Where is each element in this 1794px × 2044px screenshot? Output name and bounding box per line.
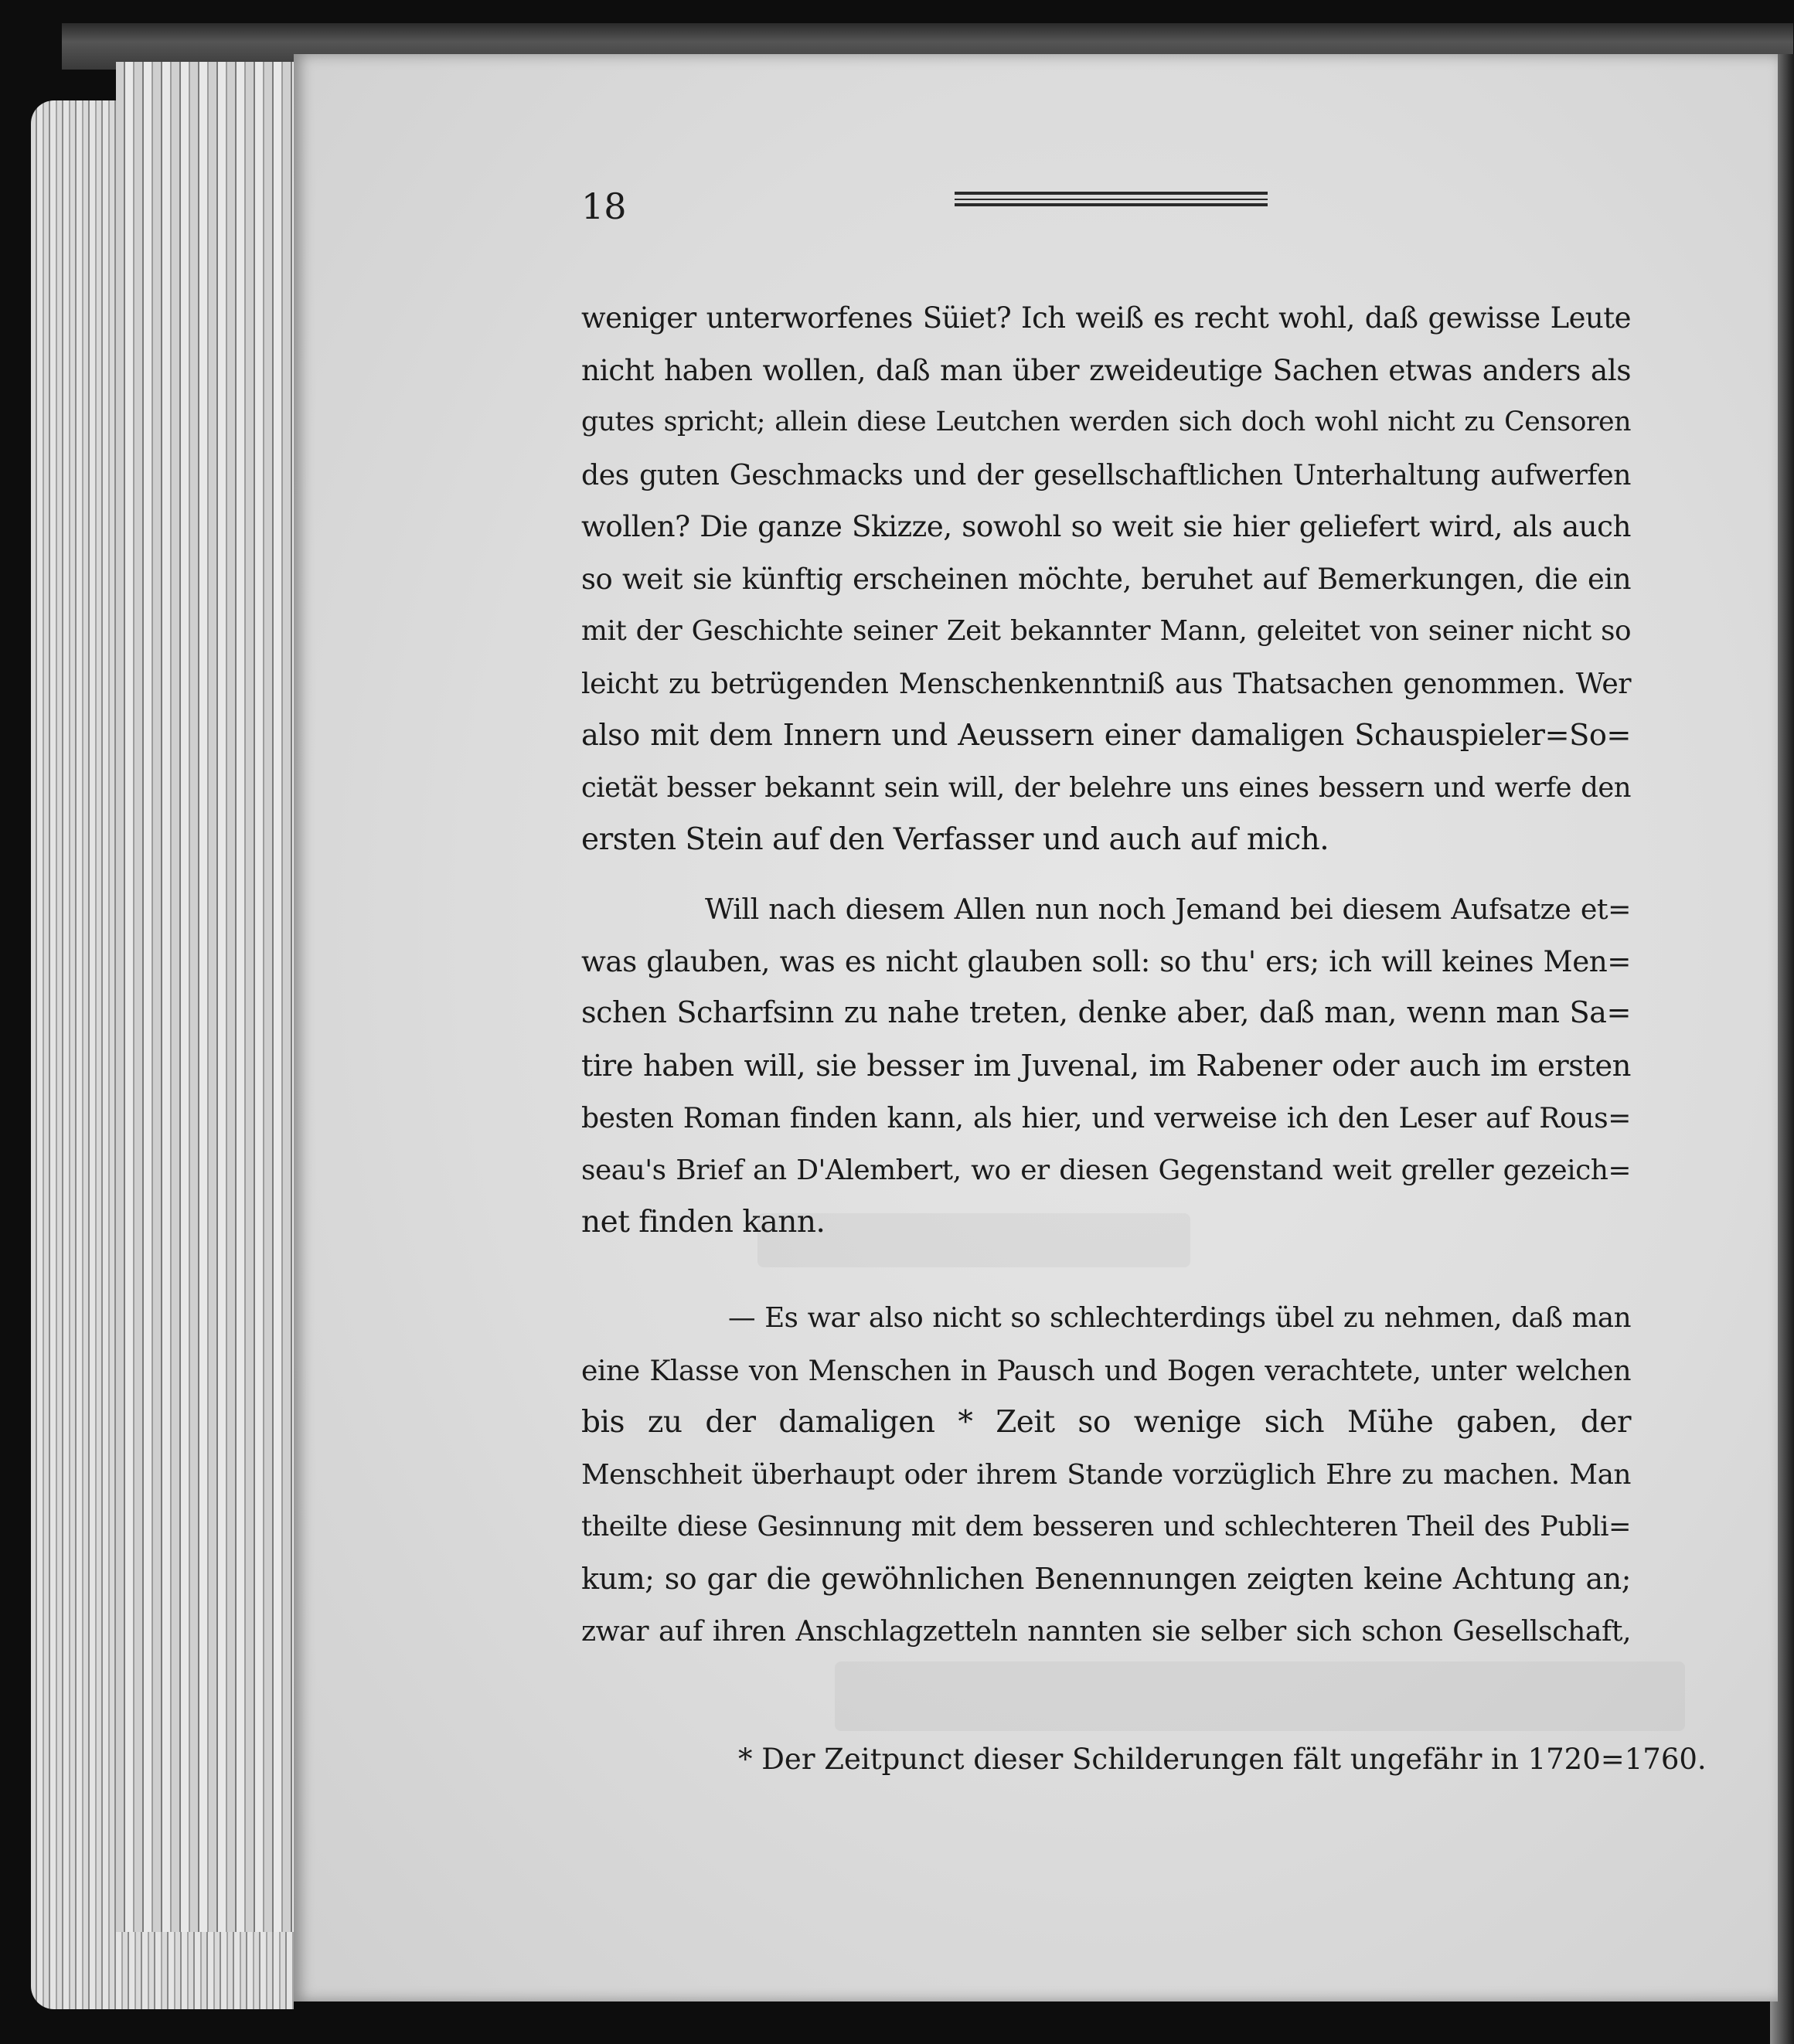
paragraph-3	[581, 1292, 1631, 1658]
footnote: * Der Zeitpunct dieser Schilderungen fält ungefähr in 1720=1760.	[738, 1743, 1707, 1776]
text-line: — Es war also nicht so schlechterdings übel zu nehmen, daß man	[728, 1302, 1631, 1334]
text-line: theilte diese Gesinnung mit dem besseren und schlechteren Theil des Publi=	[581, 1511, 1631, 1542]
text-line: Will nach diesem Allen nun noch Jemand bei diesem Aufsatze et=	[705, 893, 1631, 926]
text-line: also mit dem Innern und Aeussern einer damaligen Schauspieler=So=	[581, 718, 1631, 753]
bleed-through-mark	[835, 1661, 1685, 1731]
text-line: weniger unterworfenes Süiet? Ich weiß es recht wohl, daß gewisse Leute	[581, 301, 1631, 335]
text-line: leicht zu betrügenden Menschenkenntniß aus Thatsachen genommen. Wer	[581, 666, 1631, 700]
text-line: bis zu der damaligen * Zeit so wenige sich Mühe gaben, der	[581, 1405, 1631, 1440]
text-line: so weit sie künftig erscheinen möchte, beruhet auf Bemerkungen, die ein	[581, 562, 1631, 596]
page-number: 18	[581, 185, 627, 227]
text-line: tire haben will, sie besser im Juvenal, im Rabener oder auch im ersten	[581, 1048, 1631, 1083]
header-rule	[955, 192, 1268, 207]
text-line: besten Roman finden kann, als hier, und verweise ich den Leser auf Rous=	[581, 1101, 1631, 1134]
text-line: wollen? Die ganze Skizze, sowohl so weit sie hier geliefert wird, als auch	[581, 509, 1631, 543]
text-line: zwar auf ihren Anschlagzetteln nannten sie selber sich schon Gesellschaft,	[581, 1614, 1631, 1648]
text-line: kum; so gar die gewöhnlichen Benennungen zeigten keine Achtung an;	[581, 1561, 1631, 1596]
text-line: ersten Stein auf den Verfasser und auch auf mich.	[581, 822, 1329, 857]
text-line: cietät besser bekannt sein will, der belehre uns eines bessern und werfe den	[581, 771, 1631, 804]
text-line: des guten Geschmacks und der gesellschaftlichen Unterhaltung aufwerfen	[581, 457, 1631, 491]
paragraph-1	[581, 292, 1631, 866]
text-line: Menschheit überhaupt oder ihrem Stande vorzüglich Ehre zu machen. Man	[581, 1458, 1631, 1491]
text-line: schen Scharfsinn zu nahe treten, denke aber, daß man, wenn man Sa=	[581, 996, 1631, 1030]
text-line: nicht haben wollen, daß man über zweideutige Sachen etwas anders als	[581, 352, 1631, 387]
text-line: gutes spricht; allein diese Leutchen werden sich doch wohl nicht zu Censoren	[581, 406, 1631, 437]
inner-page-edges	[116, 62, 294, 1932]
text-line: eine Klasse von Menschen in Pausch und Bogen verachtete, unter welchen	[581, 1353, 1631, 1387]
text-line: seau's Brief an D'Alembert, wo er diesen Gegenstand weit greller gezeich=	[581, 1154, 1631, 1186]
paragraph-2	[581, 883, 1631, 1249]
text-line: was glauben, was es nicht glauben soll: so thu' ers; ich will keines Men=	[581, 944, 1631, 978]
text-line: mit der Geschichte seiner Zeit bekannter Mann, geleitet von seiner nicht so	[581, 615, 1631, 647]
text-line: net finden kann.	[581, 1205, 826, 1240]
